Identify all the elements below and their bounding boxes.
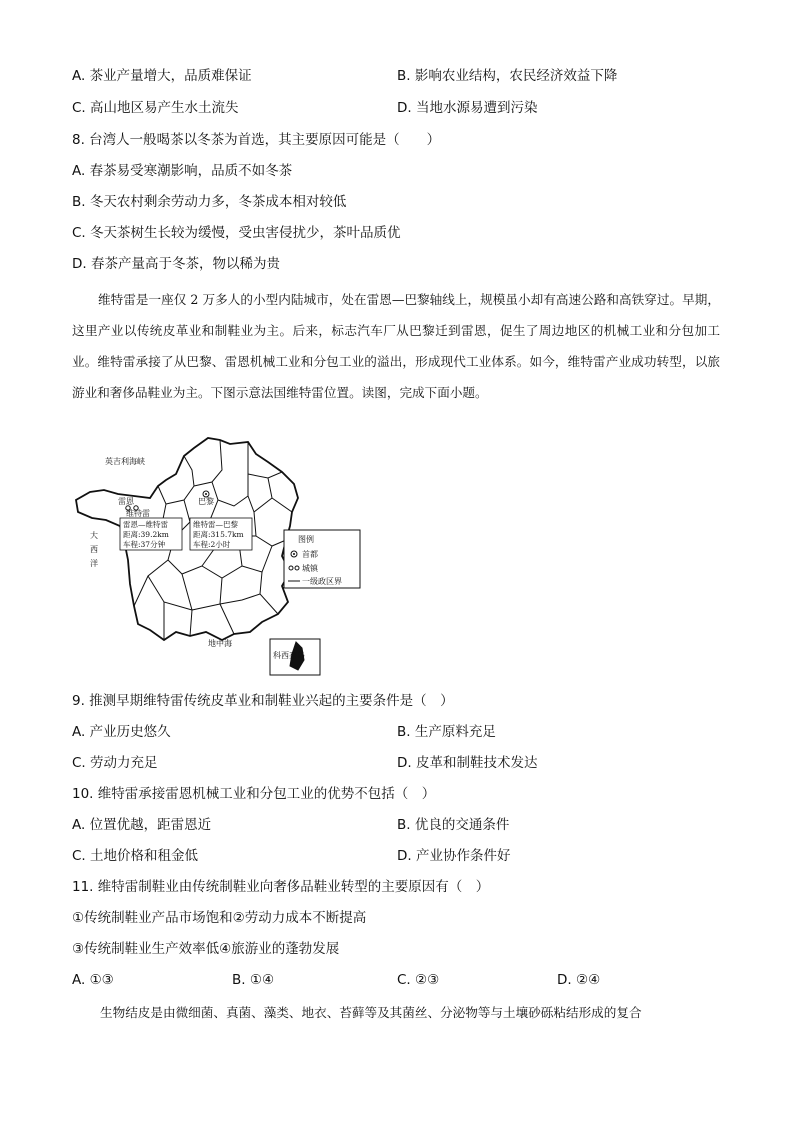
q9-option-d: D. 皮革和制鞋技术发达 [397, 755, 538, 771]
box1-line1: 雷恩—维特雷 [123, 520, 168, 529]
q11-statement-2: ③传统制鞋业生产效率低④旅游业的蓬勃发展 [72, 941, 340, 957]
q11-option-c: C. ②③ [397, 972, 440, 988]
reading-passage-text: 维特雷是一座仅 2 万多人的小型内陆城市，处在雷恩—巴黎轴线上，规模虽小却有高速公路和高铁穿过。早期，这里产业以传统皮革业和制鞋业为主。后来，标志汽车厂从巴黎迁到雷恩，促生了周边地区的机械工业和分包加工业。维特雷承接了从巴黎、雷恩机械工业和分包工业的溢出，形成现代工业体系。如今，维特雷产业成功转型，以旅游业和奢侈品鞋业为主。下图示意法国维特雷位置。读图，完成下面小题。 [72, 292, 720, 400]
q11-stem: 11. 维特雷制鞋业由传统制鞋业向奢侈品鞋业转型的主要原因有（ ） [72, 879, 490, 895]
box2-line2: 距离:315.7km [193, 530, 244, 539]
q8-option-b: B. 冬天农村剩余劳动力多，冬茶成本相对较低 [72, 194, 347, 210]
paris-label: 巴黎 [198, 497, 214, 506]
q10-option-b: B. 优良的交通条件 [397, 817, 510, 833]
q8-option-d: D. 春茶产量高于冬茶，物以稀为贵 [72, 256, 280, 272]
q10-stem: 10. 维特雷承接雷恩机械工业和分包工业的优势不包括（ ） [72, 786, 436, 802]
english-channel-label: 英吉利海峡 [105, 457, 145, 466]
legend-capital: 首都 [302, 550, 318, 559]
france-outline [76, 438, 298, 640]
box2-line3: 车程:2小时 [193, 540, 231, 549]
q7-option-b: B. 影响农业结构，农民经济效益下降 [397, 68, 618, 84]
q10-option-d: D. 产业协作条件好 [397, 848, 511, 864]
box1-line3: 车程:37分钟 [123, 540, 166, 549]
q7-option-c: C. 高山地区易产生水土流失 [72, 100, 239, 116]
legend-town: 城镇 [302, 564, 318, 573]
box2-line1: 维特雷—巴黎 [193, 520, 238, 529]
q8-option-a: A. 春茶易受寒潮影响，品质不如冬茶 [72, 163, 293, 179]
vitre-label: 维特雷 [126, 509, 150, 518]
q7-option-a: A. 茶业产量增大，品质难保证 [72, 68, 252, 84]
mediterranean-label: 地中海 [208, 639, 232, 648]
q7-option-d: D. 当地水源易遭到污染 [397, 100, 538, 116]
q11-statement-1: ①传统制鞋业产品市场饱和②劳动力成本不断提高 [72, 910, 367, 926]
q8-stem: 8. 台湾人一般喝茶以冬茶为首选，其主要原因可能是（ ） [72, 132, 441, 148]
france-map [72, 434, 372, 682]
france-map-figure [72, 434, 372, 682]
q11-option-d: D. ②④ [557, 972, 601, 988]
q10-option-a: A. 位置优越，距雷恩近 [72, 817, 212, 833]
box1-line2: 距离:39.2km [123, 530, 169, 539]
legend-title: 图例 [298, 535, 314, 544]
q9-option-a: A. 产业历史悠久 [72, 724, 171, 740]
q11-option-b: B. ①④ [232, 972, 275, 988]
atlantic-label-1: 大 [90, 531, 98, 540]
q9-option-b: B. 生产原料充足 [397, 724, 496, 740]
rennes-label: 雷恩 [118, 497, 134, 506]
q9-stem: 9. 推测早期维特雷传统皮革业和制鞋业兴起的主要条件是（ ） [72, 693, 454, 709]
corsica-label: 科西嘉岛 [273, 651, 305, 660]
next-passage-start: 生物结皮是由微细菌、真菌、藻类、地衣、苔藓等及其菌丝、分泌物等与土壤砂砾粘结形成的复合 [100, 1005, 642, 1020]
q10-option-c: C. 土地价格和租金低 [72, 848, 199, 864]
legend-boundary: 一级政区界 [302, 577, 342, 586]
atlantic-label-3: 洋 [90, 559, 98, 568]
reading-passage [72, 284, 720, 408]
atlantic-label-2: 西 [90, 545, 98, 554]
q8-option-c: C. 冬天茶树生长较为缓慢，受虫害侵扰少，茶叶品质优 [72, 225, 401, 241]
q11-option-a: A. ①③ [72, 972, 114, 988]
q9-option-c: C. 劳动力充足 [72, 755, 158, 771]
